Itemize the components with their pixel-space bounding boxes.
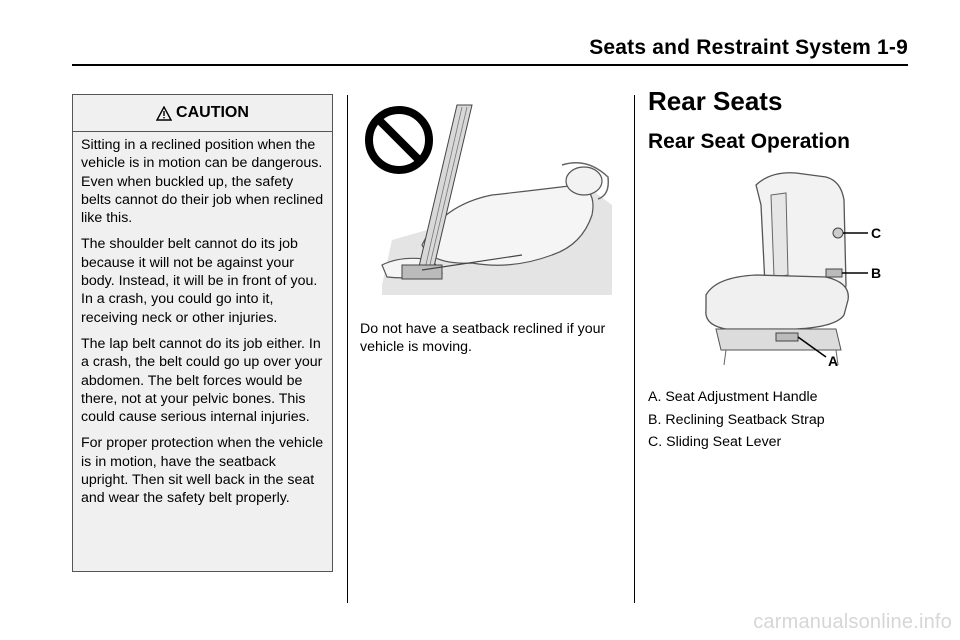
caution-paragraph: For proper protection when the vehicle is in motion, have the seatback upright. Then sit well back in the seat and wear the safety belt properly. xyxy=(81,435,324,507)
caution-paragraph: The lap belt cannot do its job either. In a crash, the belt could go up over your abdomen. The belt forces would be there, not at your pelvic bones. This could cause serious internal injuries. xyxy=(81,335,323,426)
caution-body xyxy=(73,132,332,508)
callout-legend xyxy=(648,386,825,454)
legend-item: A. Seat Adjustment Handle xyxy=(648,389,818,405)
caution-box xyxy=(72,94,333,572)
rear-seat-illustration xyxy=(676,165,894,377)
reclined-passenger-illustration xyxy=(362,95,616,295)
seatback-warning-text: Do not have a seatback reclined if your vehicle is moving. xyxy=(360,321,606,356)
watermark: carmanualsonline.info xyxy=(753,611,952,633)
callout-b: B xyxy=(871,265,882,281)
subsection-title: Rear Seat Operation xyxy=(648,130,850,153)
legend-item: C. Sliding Seat Lever xyxy=(648,434,782,450)
section-title: Rear Seats xyxy=(648,86,783,116)
column-divider-right xyxy=(634,95,635,603)
caution-paragraph: The shoulder belt cannot do its job because it will not be against your body. Instead, it will be in front of you. In a crash, you could go into it, receiving neck or other injuries. xyxy=(81,236,318,326)
callout-a: A xyxy=(828,353,839,369)
legend-item: B. Reclining Seatback Strap xyxy=(648,411,825,428)
caution-heading: CAUTION xyxy=(176,104,249,121)
warning-icon xyxy=(156,106,172,121)
caution-paragraph: Sitting in a reclined position when the vehicle is in motion can be dangerous. Even when buckled up, the safety belts cannot do their job when reclined like this. xyxy=(81,137,324,227)
column-divider-left xyxy=(347,95,348,603)
header-rule xyxy=(72,64,908,66)
callout-c: C xyxy=(871,225,882,241)
caution-header xyxy=(73,95,332,132)
page-header-title: Seats and Restraint System 1-9 xyxy=(589,36,908,59)
